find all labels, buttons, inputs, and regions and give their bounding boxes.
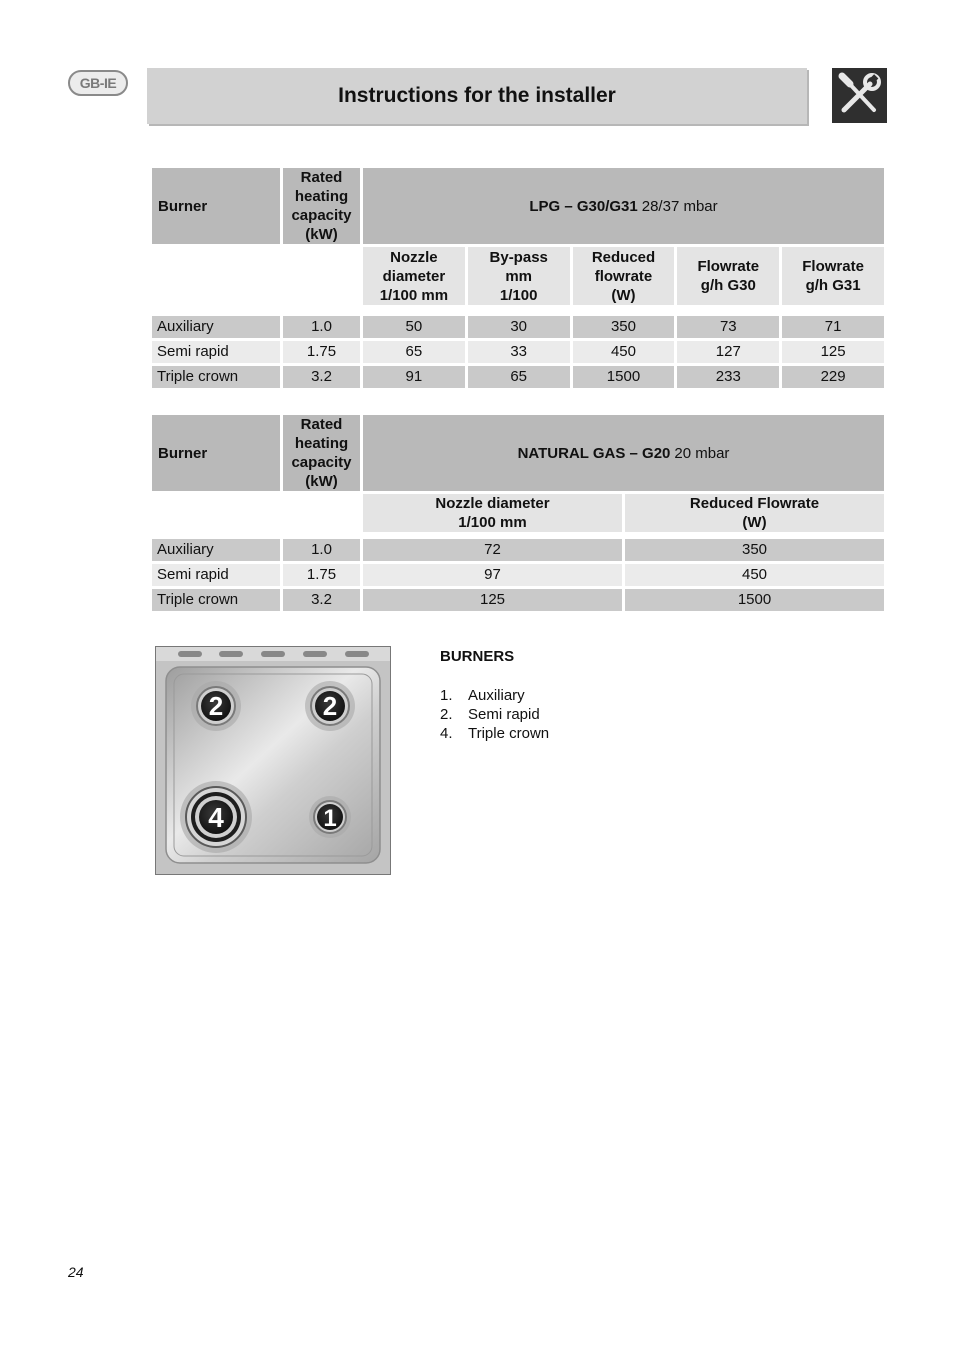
rated-capacity-header	[283, 168, 360, 244]
column-header: Reduced Flowrate (W)	[625, 494, 884, 532]
rated-line: heating	[294, 435, 349, 452]
burners-legend	[440, 648, 549, 743]
hob-illustration	[155, 646, 391, 875]
region-badge: GB-IE	[68, 70, 128, 96]
natural-gas-nozzle-table	[149, 412, 887, 614]
lpg-pressure: 28/37 mbar	[641, 197, 718, 215]
burner-semi-rapid-left	[191, 681, 241, 731]
table-row: Auxiliary 1.0 50 30 350 73 71	[152, 316, 884, 338]
table-row: Triple crown 3.2 125 1500	[152, 589, 884, 611]
burner-header: Burner	[152, 415, 280, 491]
rated-line: Rated	[300, 169, 343, 186]
svg-text:4: 4	[208, 802, 224, 833]
table-row: Semi rapid 1.75 65 33 450 127 125	[152, 341, 884, 363]
column-header: By-pass mm 1/100	[468, 247, 570, 305]
svg-text:2: 2	[322, 691, 338, 721]
burner-semi-rapid-right	[305, 681, 355, 731]
lpg-group-header	[363, 168, 884, 244]
svg-text:1: 1	[323, 805, 337, 832]
rated-line: Rated	[300, 416, 343, 433]
ng-pressure: 20 mbar	[674, 444, 730, 462]
column-header: Nozzle diameter 1/100 mm	[363, 494, 622, 532]
table-row: Semi rapid 1.75 97 450	[152, 564, 884, 586]
rated-line: (kW)	[305, 473, 338, 490]
column-header: Flowrate g/h G30	[677, 247, 779, 305]
burner-header: Burner	[152, 168, 280, 244]
burner-triple-crown	[180, 781, 252, 853]
svg-text:2: 2	[208, 691, 224, 721]
list-item: 2. Semi rapid	[440, 706, 540, 723]
burners-title: BURNERS	[440, 648, 515, 665]
page-title	[147, 68, 807, 124]
lpg-nozzle-table	[149, 165, 887, 391]
burner-auxiliary	[309, 796, 351, 838]
table-row: Auxiliary 1.0 72 350	[152, 539, 884, 561]
rated-line: capacity	[291, 454, 352, 471]
lpg-gas-type: LPG – G30/G31	[529, 197, 638, 215]
table-row: Triple crown 3.2 91 65 1500 233 229	[152, 366, 884, 388]
rated-line: heating	[294, 188, 349, 205]
column-header: Reduced flowrate (W)	[573, 247, 675, 305]
rated-capacity-header	[283, 415, 360, 491]
column-header: Flowrate g/h G31	[782, 247, 884, 305]
rated-line: (kW)	[305, 226, 338, 243]
rated-line: capacity	[291, 207, 352, 224]
tools-icon	[832, 68, 887, 123]
ng-gas-type: NATURAL GAS – G20	[517, 444, 671, 462]
list-item: 4. Triple crown	[440, 725, 550, 742]
ng-group-header	[363, 415, 884, 491]
list-item: 1. Auxiliary	[440, 687, 525, 704]
column-header: Nozzle diameter 1/100 mm	[363, 247, 465, 305]
page-number: 24	[68, 1264, 84, 1280]
page-title-text: Instructions for the installer	[338, 84, 616, 107]
